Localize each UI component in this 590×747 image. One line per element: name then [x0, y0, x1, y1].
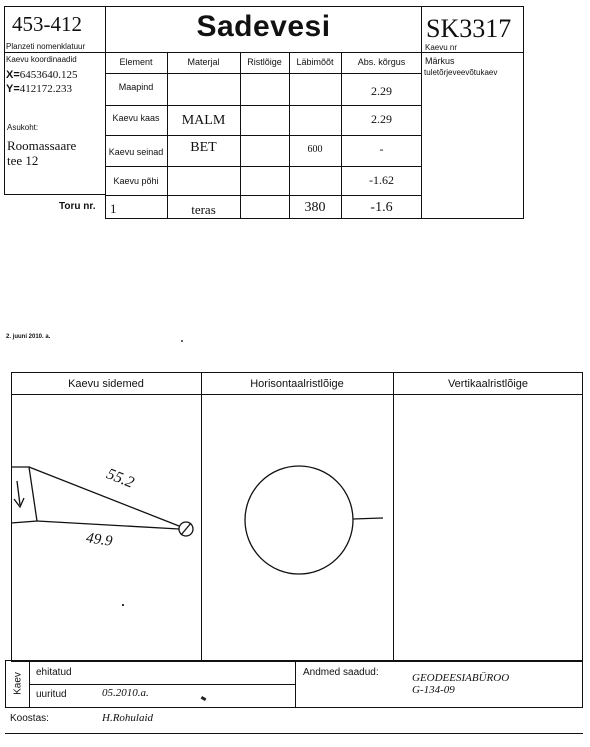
source-line2: G-134-09 [412, 684, 455, 696]
remarks-box [421, 52, 524, 219]
row-element: Kaevu põhi [113, 176, 159, 186]
speck [122, 604, 124, 606]
pipe-height: -1.6 [370, 200, 393, 215]
row-element: Kaevu seinad [108, 147, 164, 157]
date-note: 2. juuni 2010. a. [6, 334, 51, 340]
coord-y-label: Y= [6, 83, 20, 95]
row-material: BET [190, 140, 217, 155]
speck [181, 340, 183, 342]
location-caption: Asukoht: [7, 123, 39, 132]
row-height: -1.62 [369, 173, 394, 187]
pipe-material: teras [191, 202, 216, 217]
location-line1: Roomassaare [7, 138, 77, 153]
source-line1: GEODEESIABÜROO [412, 672, 510, 684]
footer-side-label: Kaev [12, 672, 24, 695]
author-label: Koostas: [10, 713, 49, 724]
tie-label-bottom: 49.9 [85, 530, 114, 550]
col-title-ties: Kaevu sidemed [68, 378, 144, 390]
built-label: ehitatud [36, 667, 72, 678]
pipe-label: Toru nr. [59, 201, 96, 212]
sheet-number: 453-412 [12, 12, 82, 36]
col-title-vertical: Vertikaalristlõige [447, 378, 529, 390]
source-label: Andmed saadud: [303, 667, 379, 678]
coord-y-value: 412172.233 [19, 83, 73, 95]
page-title: Sadevesi [196, 10, 331, 43]
coord-x-value: 6453640.125 [19, 69, 78, 81]
row-height: - [379, 142, 384, 156]
well-caption: Kaevu nr [425, 43, 458, 52]
well-card [4, 6, 524, 219]
row-element: Maapind [118, 82, 154, 92]
col-title-horizontal: Horisontaalristlõige [250, 378, 344, 390]
tie-line-top [29, 467, 179, 526]
row-diameter: 600 [307, 144, 323, 155]
horizontal-section-drawing [201, 395, 393, 662]
well-circle [245, 466, 353, 574]
tie-line-bottom [37, 521, 179, 529]
col-header-material: Materjal [187, 57, 220, 67]
location-line2: tee 12 [7, 153, 39, 168]
coord-x-label: X= [6, 69, 20, 81]
author-value: H.Rohulaid [102, 712, 154, 724]
row-height: 2.29 [371, 112, 392, 126]
north-arrow [17, 481, 20, 505]
surveyed-value: 05.2010.a. [102, 687, 149, 699]
coord-y [6, 83, 72, 95]
col-header-cross: Ristlõige [247, 57, 282, 67]
row-height: 2.29 [371, 84, 392, 98]
surveyed-label: uuritud [36, 689, 67, 700]
sheet-caption: Planzeti nomenklatuur [6, 42, 86, 51]
tie-label-top: 55.2 [104, 465, 137, 492]
pipe-number: 1 [110, 201, 117, 216]
col-header-element: Element [119, 57, 153, 67]
col-header-diameter: Läbimõõt [296, 57, 334, 67]
remarks-caption: Märkus [425, 56, 455, 66]
well-id: SK3317 [426, 14, 512, 43]
row-material: MALM [181, 113, 226, 128]
building-outline [11, 467, 37, 523]
coords-caption: Kaevu koordinaadid [6, 55, 77, 64]
row-element: Kaevu kaas [112, 113, 160, 123]
pipe-stub [353, 518, 383, 519]
pipe-diameter: 380 [304, 200, 326, 215]
coord-x [6, 69, 78, 81]
col-header-height: Abs. kõrgus [357, 57, 406, 67]
remarks-text: tuletõrjeveevõtukaev [424, 68, 498, 77]
